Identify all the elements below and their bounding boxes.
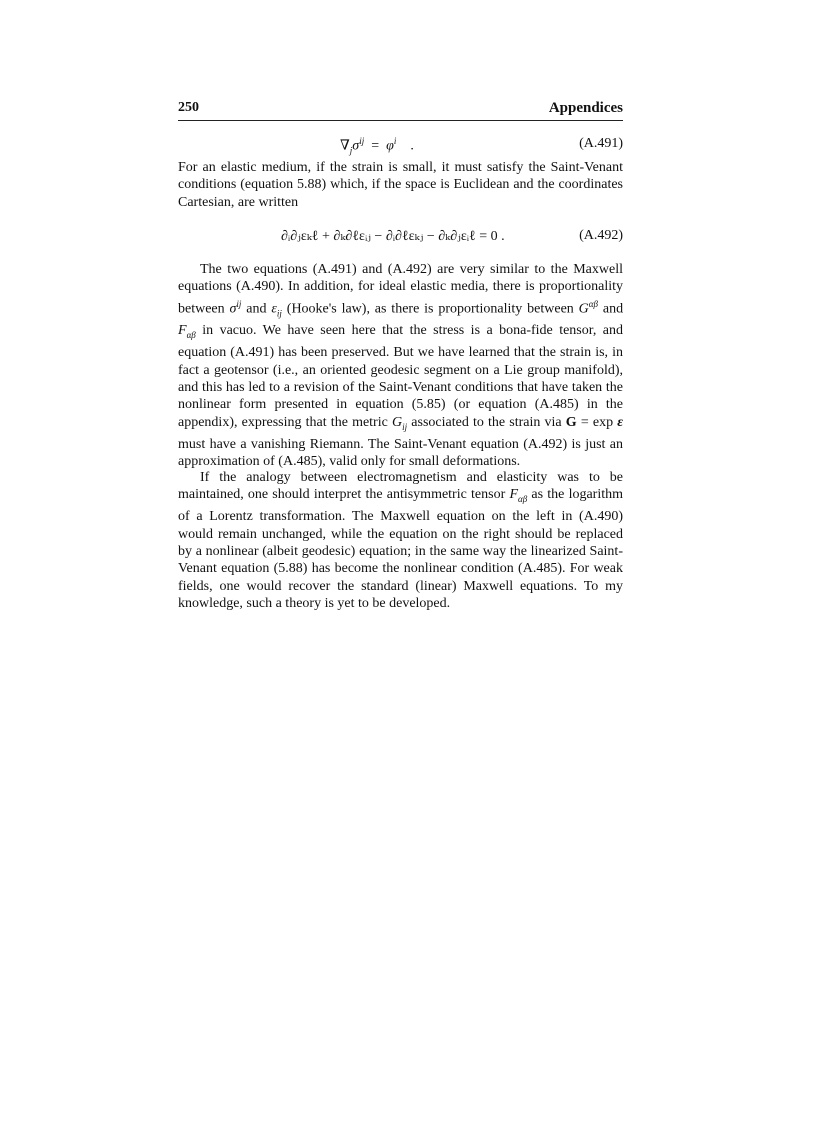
equation-a492 — [178, 228, 623, 248]
equation-number-a491: (A.491) — [579, 136, 623, 151]
equation-a492-body: ∂ᵢ∂ⱼεₖℓ + ∂ₖ∂ℓεᵢⱼ − ∂ᵢ∂ℓεₖⱼ − ∂ₖ∂ⱼεᵢℓ = 0 . — [281, 229, 505, 244]
paragraph-3 — [178, 469, 623, 612]
equation-a491 — [178, 136, 623, 156]
equation-a491-body: $\nabla_j\sigma^{ij} = \varphi^i$ . — [340, 136, 414, 156]
paragraph-2 — [178, 261, 623, 470]
page-number: 250 — [178, 100, 199, 115]
paragraph-2-text: The two equations (A.491) and (A.492) are very similar to the Maxwell equations (A.490). In addition, for ideal elastic media, there is proportionality between $\sigma^{ij}$ and $\varepsilon_{ij}$ (Hooke's law), as there is proportionality between $G^{\alpha\beta}$ and $F_{\alpha\beta}$ in vacuo. We have seen here that the stress is a bona-fide tensor, and equation (A.491) has been preserved. But we have learned that the strain is, in fact a geotensor (i.e., an oriented geodesic segment on a Lie group manifold), and this has led to a revision of the Saint-Venant conditions that have taken the nonlinear form presented in equation (5.85) (or equation (A.485) in the appendix), expressing that the metric $G_{ij}$ associated to the strain via G = exp ε must have a vanishing Riemann. The Saint-Venant equation (A.492) is just an approximation of (A.485), valid only for small deformations. — [178, 262, 624, 470]
equation-number-a492: (A.492) — [579, 228, 623, 243]
paragraph-1 — [178, 159, 623, 211]
paragraph-3-text: If the analogy between electromagnetism and elasticity was to be maintained, one should interpret the antisymmetric tensor $F_{\alpha\beta}$ as the logarithm of a Lorentz transformation. The Maxwell equation on the left in (A.490) would remain unchanged, while the equation on the right should be replaced by a nonlinear (albeit geodesic) equation; in the same way the linearized Saint-Venant equation (5.88) has become the nonlinear condition (A.485). For weak fields, one would recover the standard (linear) Maxwell equations. To my knowledge, such a theory is yet to be developed. — [178, 470, 624, 611]
paragraph-1-text: For an elastic medium, if the strain is small, it must satisfy the Saint-Venant conditions (equation 5.88) which, if the space is Euclidean and the coordinates Cartesian, are written — [178, 160, 623, 210]
running-header — [178, 100, 623, 121]
section-title: Appendices — [548, 100, 623, 116]
